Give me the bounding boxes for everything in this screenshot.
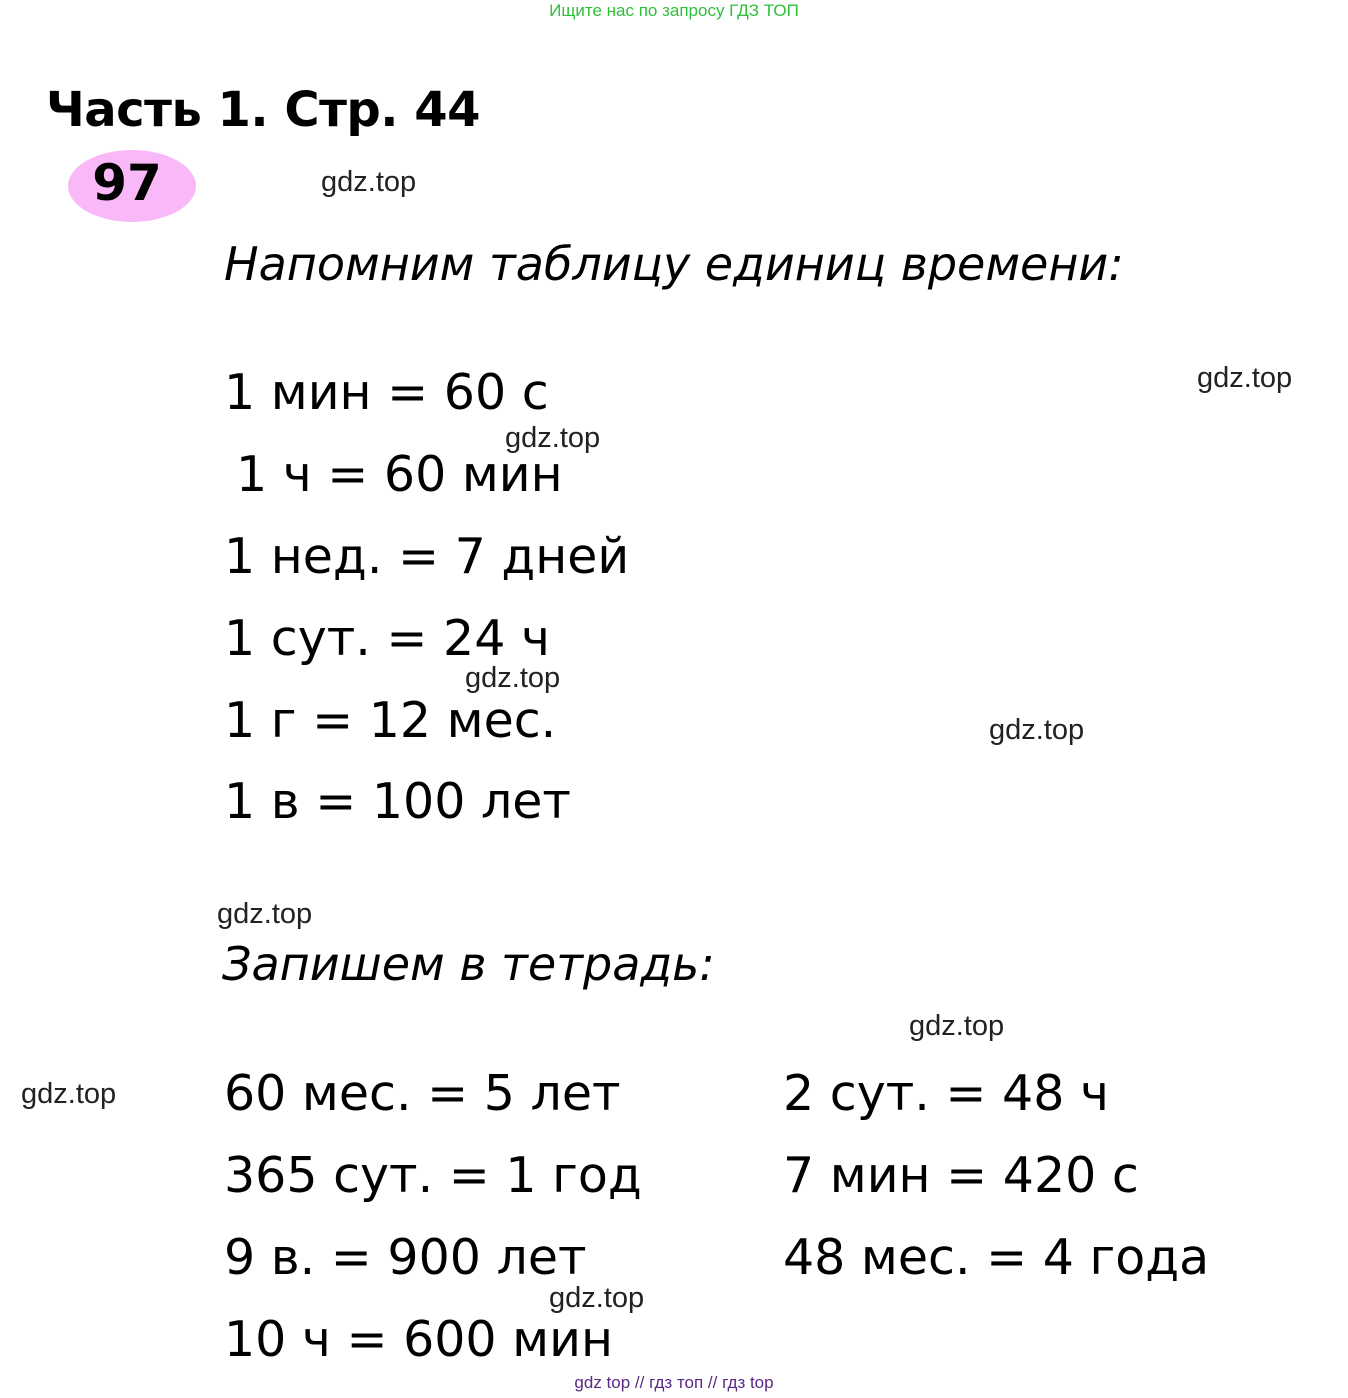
unit-row: 1 мин = 60 с [224,364,549,421]
answer-left-row: 10 ч = 600 мин [224,1311,614,1368]
watermark: gdz.top [217,898,313,930]
watermark: gdz.top [465,662,561,694]
heading-units-table: Напомним таблицу единиц времени: [224,237,1124,291]
watermark: gdz.top [505,422,601,454]
answer-right-row: 48 мес. = 4 года [783,1229,1210,1286]
unit-row: 1 нед. = 7 дней [224,528,630,585]
answer-right-row: 2 сут. = 48 ч [783,1065,1109,1122]
page-title: Часть 1. Стр. 44 [46,82,481,138]
watermark: gdz.top [21,1078,117,1110]
top-banner: Ищите нас по запросу ГДЗ ТОП [549,1,799,20]
unit-row: 1 в = 100 лет [224,773,571,830]
watermark: gdz.top [909,1010,1005,1042]
answer-right-row: 7 мин = 420 с [783,1147,1139,1204]
answer-left-row: 9 в. = 900 лет [224,1229,587,1286]
watermark: gdz.top [989,714,1085,746]
unit-row: 1 г = 12 мес. [224,692,557,749]
watermark: gdz.top [549,1282,645,1314]
answer-left-row: 365 сут. = 1 год [224,1147,642,1204]
answer-left-row: 60 мес. = 5 лет [224,1065,621,1122]
heading-notebook: Запишем в тетрадь: [222,937,715,991]
watermark: gdz.top [321,166,417,198]
footer-watermark: gdz top // гдз топ // гдз top [574,1373,774,1392]
task-number: 97 [92,154,162,212]
unit-row: 1 сут. = 24 ч [224,610,550,667]
unit-row: 1 ч = 60 мин [236,446,563,503]
watermark: gdz.top [1197,362,1293,394]
